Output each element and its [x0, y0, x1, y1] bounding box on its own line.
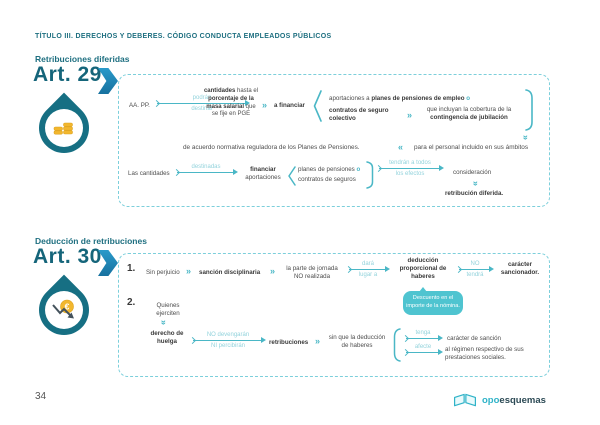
option-a-normal: aportaciones a — [329, 95, 372, 102]
arrow-label-bottom: los efectos — [395, 170, 425, 177]
norm-regulation-text: de acuerdo normativa reguladora de los Planes de Pensiones. — [183, 144, 360, 151]
arrow-label-bottom: lugar a — [358, 271, 378, 278]
finance-normal: aportaciones — [245, 174, 281, 182]
brand-logo — [452, 393, 546, 408]
arrow-shaft-icon — [175, 172, 237, 174]
to-finance-label: a financiar — [274, 102, 305, 109]
art-29-diagram-box — [118, 74, 550, 207]
arrow-shaft-icon — [457, 269, 493, 271]
deduction-text: deducción proporcional de haberes — [399, 257, 447, 281]
close-bracket-icon — [524, 88, 534, 132]
page-title: TÍTULO III. DERECHOS Y DEBERES. CÓDIGO CONDUCTA EMPLEADOS PÚBLICOS — [35, 33, 332, 40]
option-a-normal: planes de pensiones — [298, 166, 357, 173]
arrow-label-top: podrán — [192, 95, 212, 101]
chevron-down-icon: » — [521, 134, 532, 141]
open-paren-bracket-icon — [392, 327, 402, 363]
arrow-no-tendra — [457, 261, 493, 279]
sin-perjuicio-label: Sin perjuicio — [146, 269, 180, 276]
amount-normal-1: hasta el — [235, 88, 259, 94]
chevron-right-icon: » — [315, 336, 321, 346]
tenga-result-text: carácter de sanción — [447, 335, 501, 342]
consideration-label: consideración — [453, 169, 492, 176]
without-deduction-text: sin que la deducción de haberes — [328, 334, 386, 350]
retributions-label: retribuciones — [269, 339, 309, 346]
quienes-ejerciten-text: Quienes ejerciten — [156, 302, 180, 318]
option-a-bold: planes de pensiones de empleo — [371, 95, 467, 102]
arrow-label-top: tendrán a todos — [389, 160, 431, 166]
finance-bold: financiar — [250, 166, 276, 173]
logo-suffix: esquemas — [499, 395, 546, 406]
coins-icon — [45, 109, 83, 147]
arrow-dara-lugar-a — [347, 261, 389, 279]
arrow-label-bottom: tendrá — [466, 271, 484, 278]
svg-text:€: € — [64, 301, 70, 312]
arrow-label-bottom: NI percibirán — [210, 342, 245, 349]
option-b-text: contratos de seguros — [298, 176, 356, 183]
flow-subject-cantidades: Las cantidades — [128, 170, 170, 177]
open-angle-bracket-icon — [287, 165, 296, 187]
amount-bold-2: porcentaje de la masa salarial — [206, 95, 254, 110]
section-title-deduccion-retribuciones: Deducción de retribuciones — [35, 236, 147, 246]
article-30-label: Art. 30 — [33, 245, 102, 268]
arrow-label-top: NO devengarán — [206, 332, 250, 338]
art-30-diagram-box — [118, 253, 550, 377]
finance-contributions-text — [239, 166, 287, 182]
flow-subject-aapp: AA. PP. — [129, 102, 150, 109]
section-title-retribuciones-diferidas: Retribuciones diferidas — [35, 54, 130, 64]
chevron-right-icon: » — [186, 266, 192, 276]
euro-decline-icon — [45, 291, 83, 329]
coins-drop-icon — [29, 93, 100, 164]
open-angle-bracket-icon — [312, 89, 322, 123]
euro-decline-drop-icon — [29, 275, 100, 346]
payroll-discount-callout: Descuento en el importe de la nómina. — [403, 291, 463, 315]
arrow-shaft-icon — [404, 338, 442, 340]
sanction-character-result: carácter sancionador. — [500, 261, 540, 277]
amount-normal-2: que se fije en PGE — [211, 103, 256, 118]
arrow-destinadas — [175, 164, 237, 175]
close-bracket-icon — [365, 160, 374, 190]
page-number: 34 — [35, 391, 47, 402]
brand-logo-text — [482, 395, 546, 406]
chevron-down-icon: » — [159, 319, 170, 326]
logo-prefix: opo — [482, 395, 500, 406]
coverage-bold: contingencia de jubilación — [430, 114, 508, 122]
option-a-or: o — [466, 95, 470, 102]
chevron-left-icon: « — [398, 142, 404, 152]
arrow-tenga — [404, 330, 442, 341]
arrow-label-top: NO — [470, 261, 480, 267]
arrow-label-top: dará — [361, 261, 374, 267]
list-number-2: 2. — [127, 297, 136, 308]
disciplinary-sanction-label: sanción disciplinaria — [199, 269, 261, 276]
arrow-shaft-icon — [404, 352, 442, 354]
arrow-label-top: tenga — [415, 330, 431, 336]
list-number-1: 1. — [127, 263, 136, 274]
arrow-no-devengaran — [191, 332, 265, 350]
chevron-right-icon: » — [262, 100, 268, 110]
arrow-afecte — [404, 344, 442, 355]
option-a-text — [329, 95, 470, 103]
opoesquemas-logo-icon — [452, 393, 478, 408]
coverage-normal: que incluyan la cobertura de la — [426, 106, 512, 113]
strike-right-text: derecho de huelga — [150, 330, 184, 346]
afecte-result-text: al régimen respectivo de sus prestaciones sociales. — [445, 346, 524, 362]
arrow-shaft-icon — [191, 340, 265, 342]
option-b-text: contratos de seguro colectivo — [329, 107, 389, 123]
personnel-scope-text: para el personal incluido en sus ámbitos — [414, 144, 529, 151]
jornada-text: la parte de jornada NO realizada — [286, 265, 338, 281]
option-a-text — [298, 166, 360, 174]
coverage-text — [419, 106, 519, 122]
arrow-label-top: destinadas — [191, 164, 221, 170]
chevron-down-icon: » — [471, 180, 482, 187]
arrow-shaft-icon — [377, 168, 443, 170]
amount-bold-1: cantidades — [203, 88, 236, 94]
chevron-right-icon: » — [270, 266, 276, 276]
arrow-label-bottom: destinar — [191, 105, 213, 112]
article-29-label: Art. 29 — [33, 63, 102, 86]
amount-text — [203, 88, 259, 119]
arrow-shaft-icon — [347, 269, 389, 271]
deferred-retribution-result: retribución diferida. — [445, 190, 504, 197]
chevron-right-icon: » — [407, 110, 413, 120]
option-a-or: o — [356, 166, 361, 173]
arrow-label-top: afecte — [414, 344, 432, 350]
arrow-tendran-a-todos — [377, 160, 443, 178]
